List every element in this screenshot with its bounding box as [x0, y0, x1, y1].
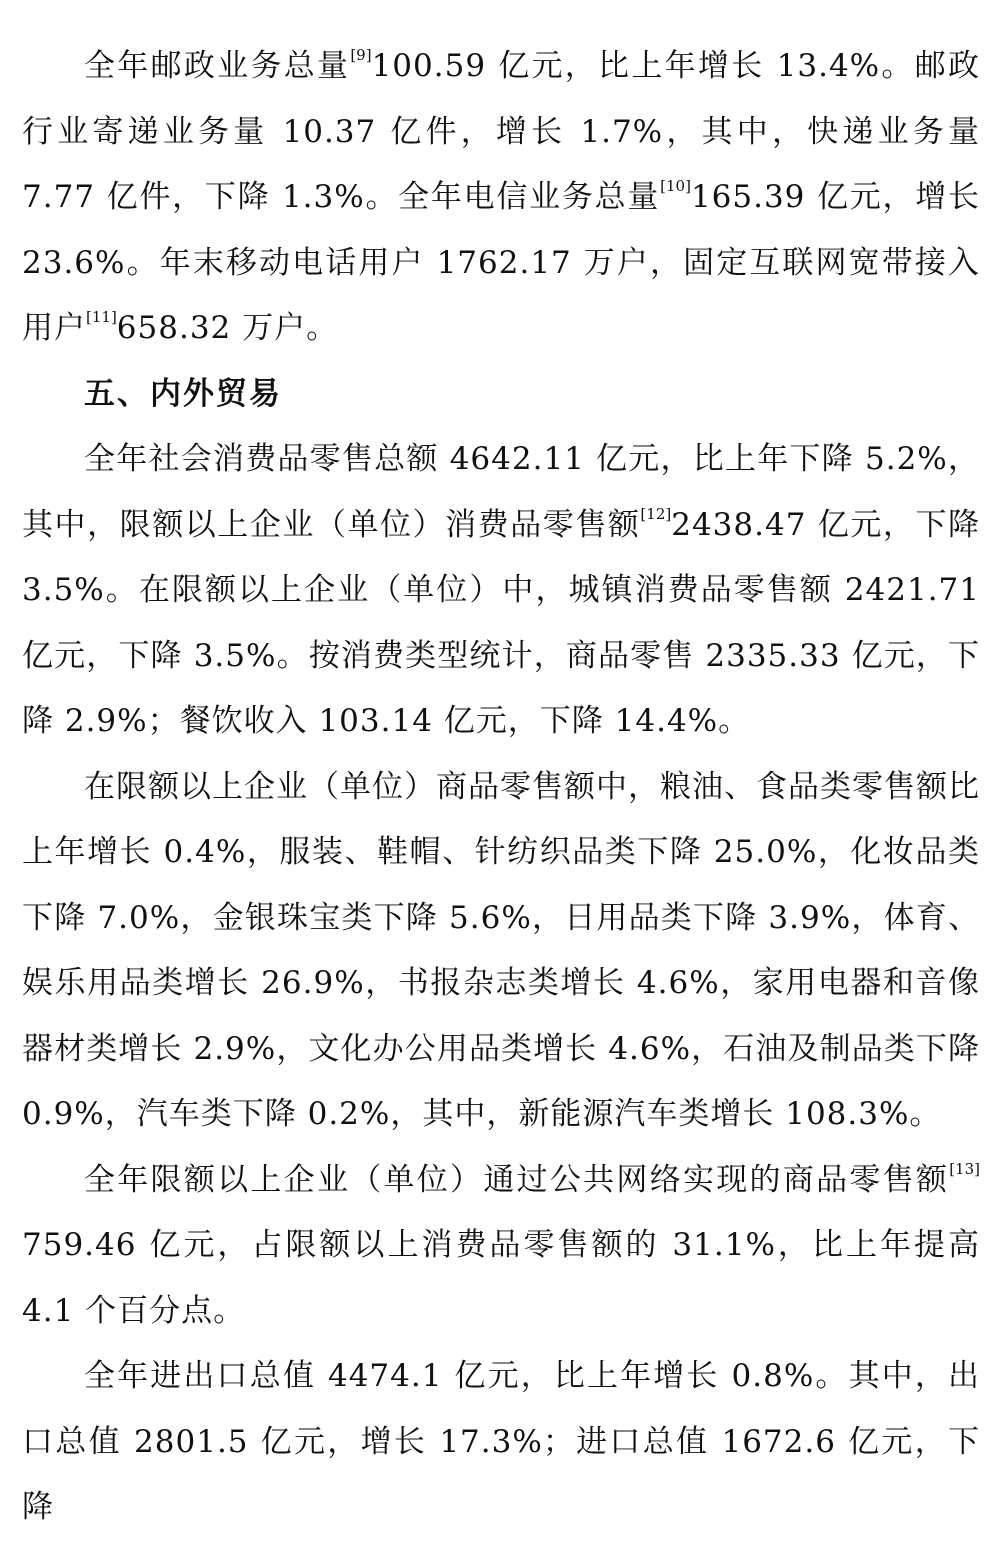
paragraph-import-export — [22, 1344, 980, 1541]
text-segment: 全年邮政业务总量 — [84, 48, 351, 84]
paragraph-retail-sales — [22, 427, 980, 755]
text-segment: 165.39 亿元，增长 23.6%。年末移动电话用户 1762.17 万户，固定互联网宽带接入用户 — [22, 179, 980, 346]
section-heading-text: 五、内外贸易 — [84, 375, 282, 412]
footnote-ref-9[interactable]: [9] — [350, 46, 372, 64]
footnote-ref-13[interactable]: [13] — [949, 1159, 980, 1178]
text-segment: 2438.47 亿元，下降 3.5%。在限额以上企业（单位）中，城镇消费品零售额 2421.71 亿元，下降 3.5%。按消费类型统计，商品零售 2335.33 亿元，下降 2.9%；餐饮收入 103.14 亿元，下降 14.4%。 — [22, 506, 981, 739]
text-segment: 100.59 亿元，比上年增长 13.4%。邮政行业寄递业务量 10.37 亿件，增长 1.7%，其中，快递业务量 7.77 亿件，下降 1.3%。全年电信业务总量 — [22, 48, 981, 215]
footnote-ref-11[interactable]: [11] — [86, 308, 117, 326]
text-segment: 658.32 万户。 — [116, 310, 339, 346]
text-segment: 759.46 亿元，占限额以上消费品零售额的 31.1%，比上年提高 4.1 个百分点。 — [22, 1227, 980, 1329]
paragraph-online-retail — [22, 1148, 980, 1345]
paragraph-retail-categories — [22, 755, 980, 1148]
paragraph-postal-telecom — [22, 34, 980, 362]
document-page — [22, 34, 980, 1541]
text-segment: 全年进出口总值 4474.1 亿元，比上年增长 0.8%。其中，出口总值 2801.5 亿元，增长 17.3%；进口总值 1672.6 亿元，下降 — [22, 1358, 980, 1525]
footnote-ref-12[interactable]: [12] — [640, 504, 672, 523]
section-heading-trade — [22, 362, 980, 428]
footnote-ref-10[interactable]: [10] — [660, 177, 691, 195]
text-segment: 在限额以上企业（单位）商品零售额中，粮油、食品类零售额比上年增长 0.4%，服装、鞋帽、针纺织品类下降 25.0%，化妆品类下降 7.0%，金银珠宝类下降 5.6%，日用品类下降 3.9%，体育、娱乐用品类增长 26.9%，书报杂志类增长 4.6%，家用电器和音像器材类增长 2.9%，文化办公用品类增长 4.6%，石油及制品类下降 0.9%，汽车类下降 0.2%，其中，新能源汽车类增长 108.3%。 — [22, 768, 980, 1132]
text-segment: 全年社会消费品零售总额 4642.11 亿元，比上年下降 5.2%，其中，限额以上企业（单位）消费品零售额 — [22, 441, 980, 543]
text-segment: 全年限额以上企业（单位）通过公共网络实现的商品零售额 — [84, 1161, 950, 1198]
